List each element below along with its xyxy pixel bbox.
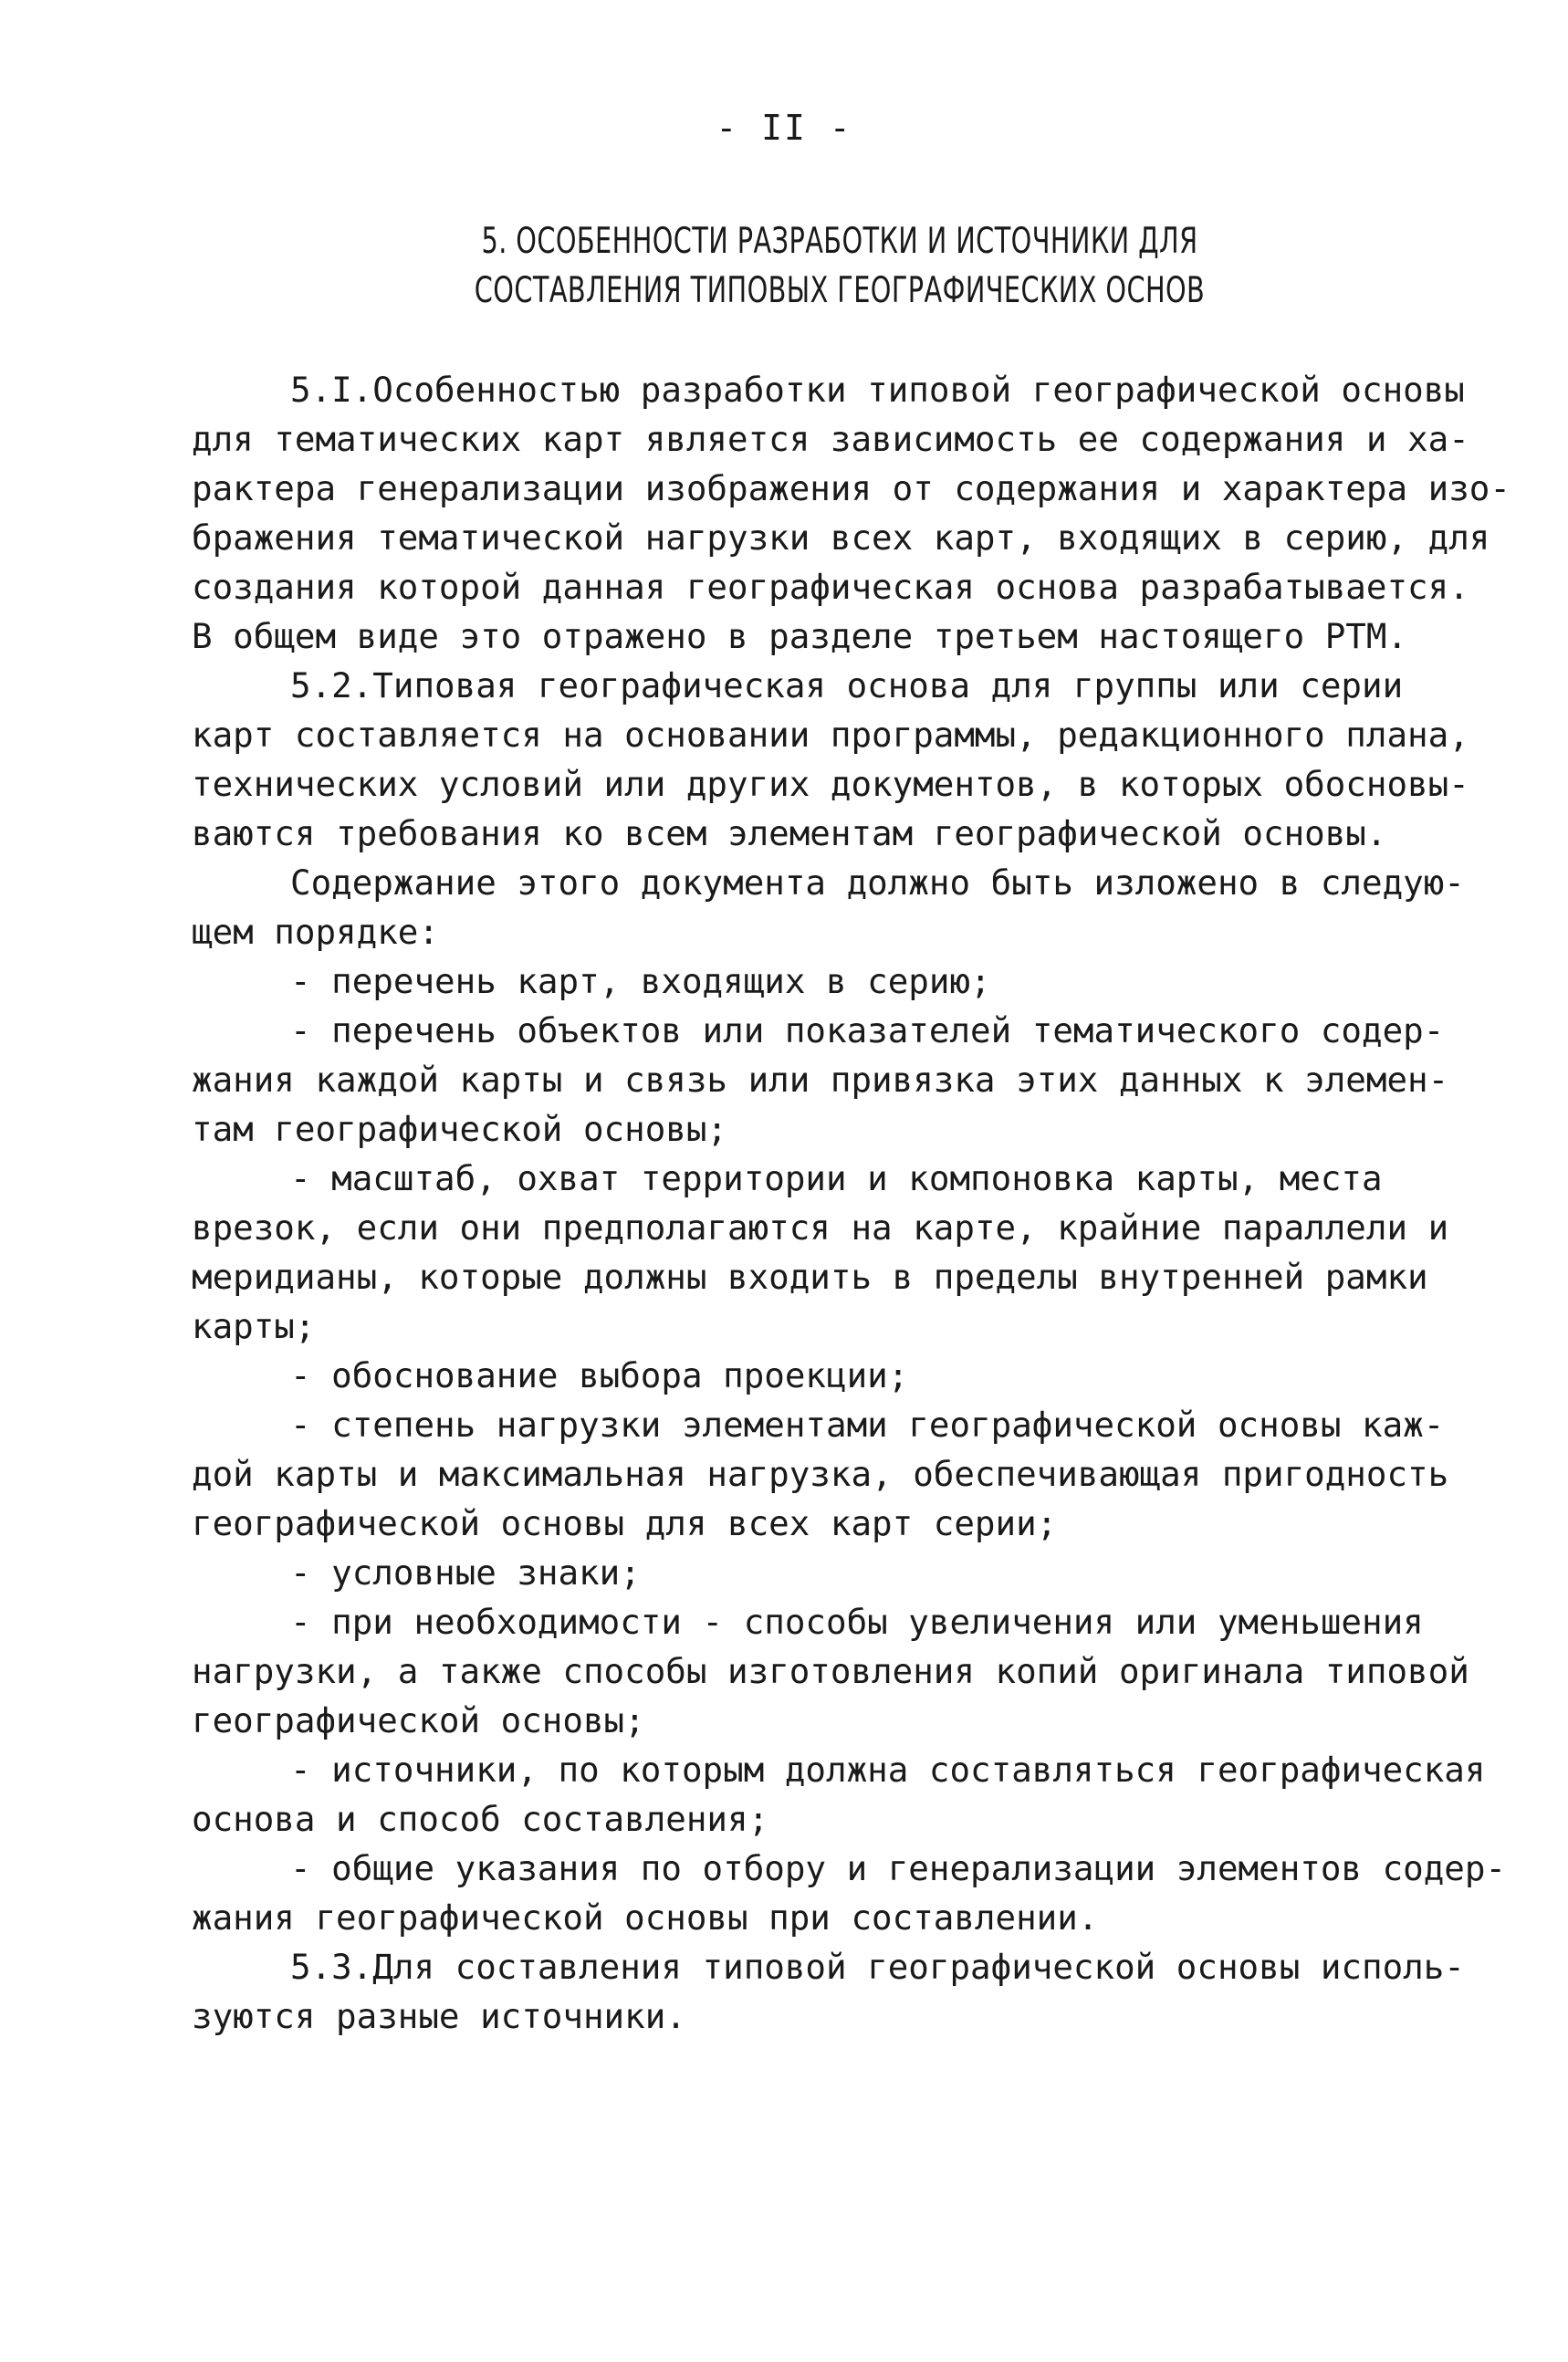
- section-heading-line-2: СОСТАВЛЕНИЯ ТИПОВЫХ ГЕОГРАФИЧЕСКИХ ОСНОВ: [474, 270, 1206, 311]
- text-line: - обоснование выбора проекции;: [290, 1355, 909, 1395]
- text-line: - перечень карт, входящих в серию;: [290, 961, 991, 1001]
- text-line: жания каждой карты и связь или привязка этих данных к элемен-: [192, 1060, 1449, 1100]
- text-line: - общие указания по отбору и генерализации элементов содер-: [290, 1848, 1507, 1888]
- text-line: там географической основы;: [192, 1109, 727, 1149]
- text-line: 5.I.Особенностью разработки типовой географической основы: [290, 370, 1465, 410]
- text-line: 5.3.Для составления типовой географической основы исполь-: [290, 1947, 1465, 1987]
- text-line: 5.2.Типовая географическая основа для группы или серии: [290, 665, 1404, 705]
- text-line: - источники, по которым должна составляться географическая: [290, 1750, 1486, 1790]
- text-line: географической основы для всех карт серии;: [192, 1503, 1058, 1543]
- text-line: для тематических карт является зависимость ее содержания и ха-: [192, 419, 1469, 459]
- text-line: - степень нагрузки элементами географической основы каж-: [290, 1405, 1445, 1445]
- text-line: карты;: [192, 1306, 316, 1346]
- text-line: бражения тематической нагрузки всех карт, входящих в серию, для: [192, 517, 1490, 558]
- text-line: нагрузки, а также способы изготовления копий оригинала типовой: [192, 1651, 1469, 1691]
- page-number: - II -: [716, 108, 852, 148]
- section-heading-line-1: 5. ОСОБЕННОСТИ РАЗРАБОТКИ И ИСТОЧНИКИ ДЛЯ: [481, 221, 1198, 262]
- text-line: карт составляется на основании программы, редакционного плана,: [192, 715, 1469, 755]
- text-line: щем порядке:: [192, 912, 439, 952]
- text-line: - перечень объектов или показателей тематического содер-: [290, 1010, 1445, 1050]
- text-line: рактера генерализации изображения от содержания и характера изо-: [192, 468, 1511, 508]
- text-line: - при необходимости - способы увеличения или уменьшения: [290, 1602, 1424, 1642]
- text-line: жания географической основы при составлении.: [192, 1897, 1099, 1938]
- section-heading: [376, 217, 1304, 316]
- text-line: - масштаб, охват территории и компоновка карты, места: [290, 1158, 1383, 1198]
- text-line: врезок, если они предполагаются на карте, крайние параллели и: [192, 1207, 1449, 1248]
- text-line: - условные знаки;: [290, 1552, 641, 1593]
- text-line: Содержание этого документа должно быть изложено в следую-: [290, 862, 1465, 903]
- text-line: В общем виде это отражено в разделе третьем настоящего РТМ.: [192, 616, 1408, 656]
- text-line: создания которой данная географическая основа разрабатывается.: [192, 567, 1469, 607]
- text-line: меридианы, которые должны входить в пределы внутренней рамки: [192, 1257, 1428, 1297]
- text-line: основа и способ составления;: [192, 1799, 769, 1839]
- text-line: дой карты и максимальная нагрузка, обеспечивающая пригодность: [192, 1454, 1449, 1494]
- text-line: ваются требования ко всем элементам географической основы.: [192, 813, 1387, 853]
- text-line: зуются разные источники.: [192, 1996, 686, 2036]
- text-line: географической основы;: [192, 1700, 645, 1740]
- body-text: [192, 365, 1511, 2041]
- text-line: технических условий или других документов, в которых обосновы-: [192, 764, 1469, 804]
